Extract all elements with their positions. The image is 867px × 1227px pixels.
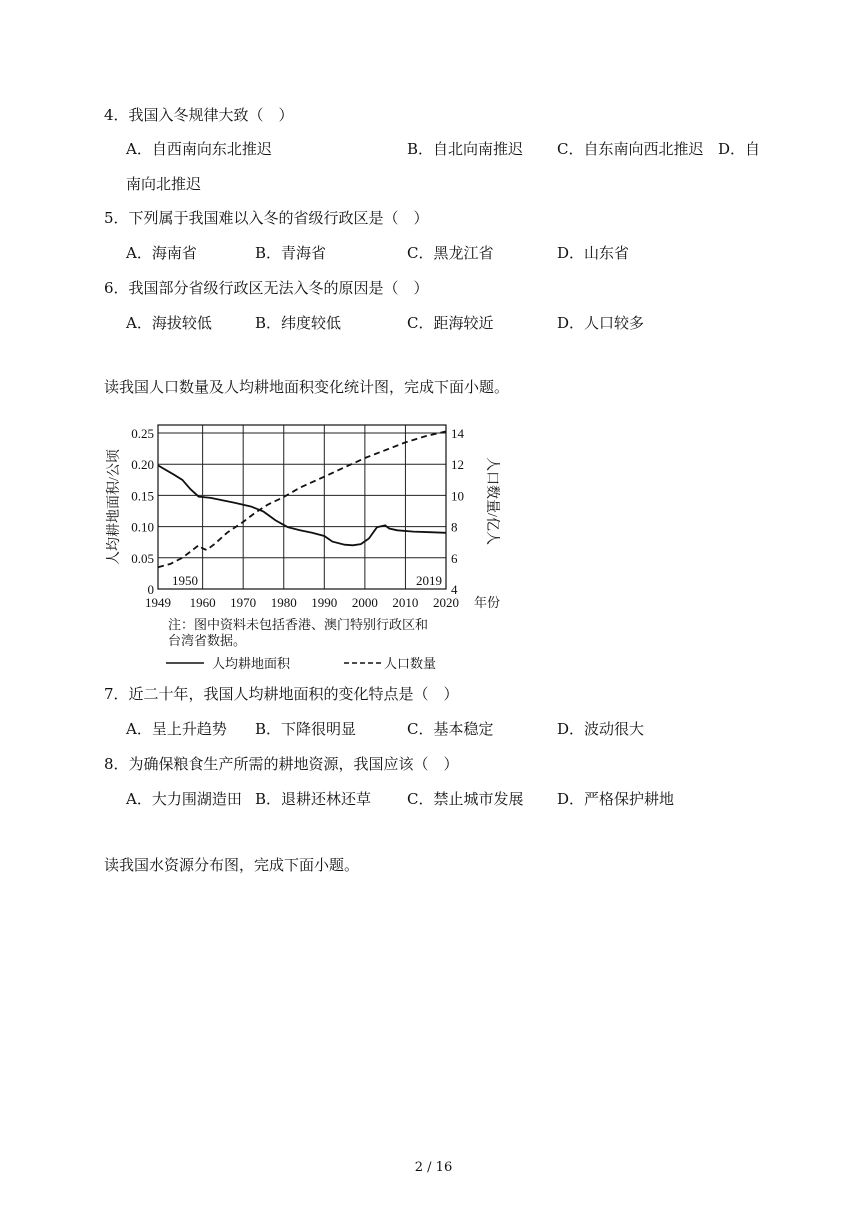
start-year-label: 1950 [172,573,198,588]
q6-option-c: C．距海较近 [407,314,494,332]
q5-option-c: C．黑龙江省 [407,244,494,262]
plot-frame [158,425,446,589]
q8-option-b: B．退耕还林还草 [255,790,372,808]
left-tick-label: 0.20 [131,457,154,473]
question-5-stem: 5．下列属于我国难以入冬的省级行政区是（ ） [104,209,429,227]
x-axis-unit: 年份 [474,595,501,610]
right-tick-label: 14 [451,426,464,441]
chart-note-line-1: 注：图中资料未包括香港、澳门特别行政区和 [168,617,429,632]
left-axis-title: 人均耕地面积/公顷 [107,449,122,565]
right-tick-label: 4 [451,582,458,597]
q7-option-d: D．波动很大 [557,720,645,738]
question-7-stem: 7．近二十年，我国人均耕地面积的变化特点是（ ） [104,685,459,703]
q4-option-c: C．自东南向西北推迟 [557,140,704,158]
x-tick-label: 2010 [392,595,419,610]
chart-intro: 读我国人口数量及人均耕地面积变化统计图，完成下面小题。 [104,378,510,396]
page-number: 2 / 16 [414,1160,453,1175]
left-tick-label: 0.25 [131,426,154,441]
question-8-stem: 8．为确保粮食生产所需的耕地资源，我国应该（ ） [104,755,459,773]
population-farmland-chart [100,408,520,670]
q5-option-d: D．山东省 [557,244,630,262]
x-tick-label: 2020 [433,595,459,610]
right-tick-label: 8 [451,519,458,535]
q4-option-d-wrap: 南向北推迟 [126,175,202,193]
x-tick-label: 1949 [145,595,171,610]
question-4-stem: 4．我国入冬规律大致（ ） [104,106,294,124]
x-tick-label: 1960 [189,595,216,610]
q8-option-a: A．大力围湖造田 [126,790,242,808]
q8-option-d: D．严格保护耕地 [557,790,675,808]
left-tick-label: 0.15 [131,488,154,504]
end-year-label: 2019 [416,573,442,588]
right-tick-label: 6 [451,550,458,566]
chart-note-line-2: 台湾省数据。 [168,633,247,648]
q7-option-a: A．呈上升趋势 [126,720,227,738]
question-6-stem: 6．我国部分省级行政区无法入冬的原因是（ ） [104,279,429,297]
legend-label-farmland: 人均耕地面积 [212,656,291,670]
left-tick-label: 0.10 [131,519,154,535]
q8-option-c: C．禁止城市发展 [407,790,524,808]
left-tick-label: 0.05 [131,550,154,566]
right-tick-label: 10 [451,488,464,504]
q7-option-c: C．基本稳定 [407,720,494,738]
q5-option-b: B．青海省 [255,244,327,262]
water-map-intro: 读我国水资源分布图，完成下面小题。 [104,856,360,874]
q4-option-a: A．自西南向东北推迟 [126,140,272,158]
q4-option-b: B．自北向南推迟 [407,140,524,158]
q6-option-a: A．海拔较低 [126,314,212,332]
x-tick-label: 2000 [351,595,378,610]
left-tick-label: 0 [147,582,154,597]
x-tick-label: 1970 [230,595,257,610]
right-axis-title: 人口数量/亿人 [484,457,499,545]
q7-option-b: B．下降很明显 [255,720,357,738]
farmland-series-line [158,465,446,545]
right-tick-label: 12 [451,457,464,473]
q5-option-a: A．海南省 [126,244,197,262]
q6-option-d: D．人口较多 [557,314,645,332]
x-tick-label: 1980 [270,595,297,610]
q4-option-d: D．自 [718,140,761,158]
legend-label-population: 人口数量 [384,656,437,670]
population-series-line [158,431,446,567]
q6-option-b: B．纬度较低 [255,314,342,332]
x-tick-label: 1990 [311,595,338,610]
